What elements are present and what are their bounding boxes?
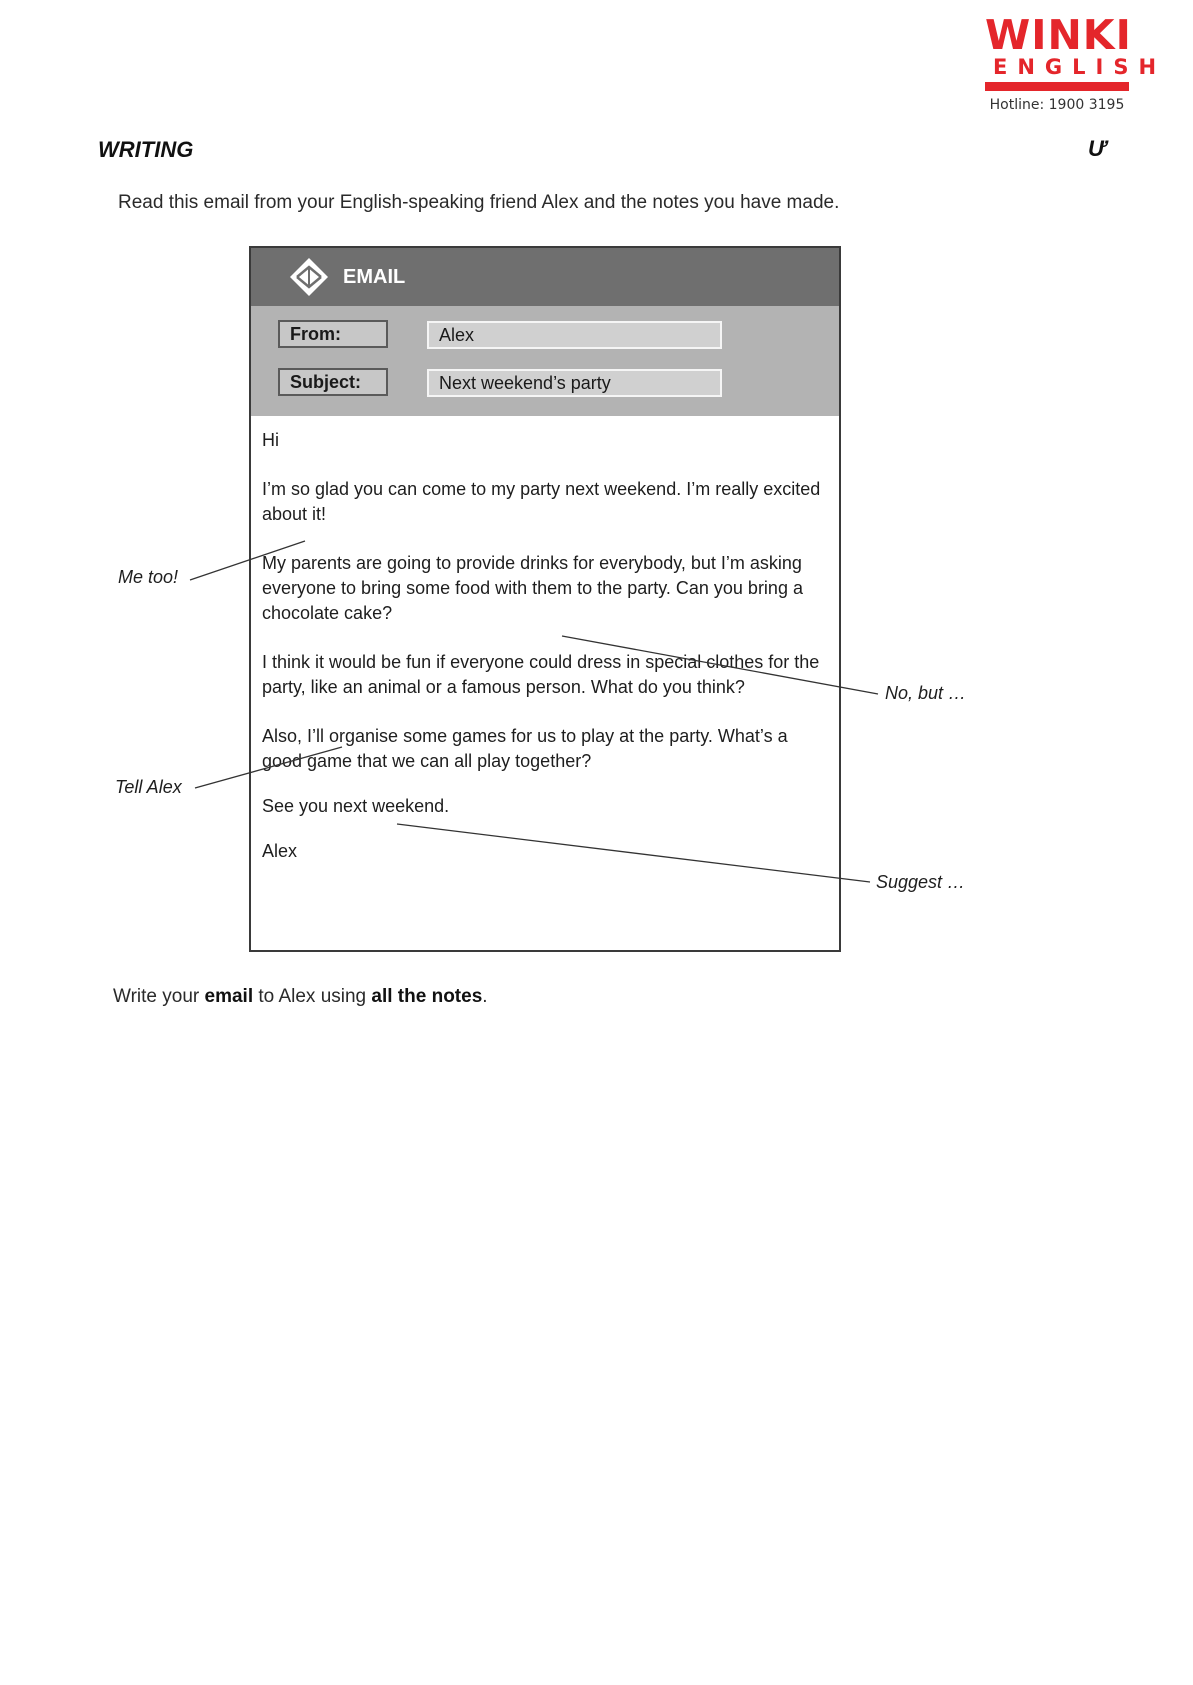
email-signature: Alex [262, 841, 298, 861]
logo-subword: ENGLISH [993, 55, 1167, 79]
email-paragraph: I’m so glad you can come to my party next weekend. I’m really excited about it! [262, 479, 821, 524]
email-window-title: EMAIL [343, 265, 406, 288]
note-suggest: Suggest … [876, 872, 966, 892]
email-greeting: Hi [262, 430, 279, 450]
note-me-too: Me too! [118, 567, 179, 587]
subject-label: Subject: [278, 368, 388, 396]
email-paragraph: My parents are going to provide drinks for everybody, but I’m asking everyone to bring some food with them to the party. Can you bring a chocolate cake? [262, 553, 803, 623]
from-field: Alex [427, 321, 722, 349]
note-tell-alex: Tell Alex [115, 777, 182, 797]
closing-text: to Alex using [253, 986, 372, 1007]
email-paragraph: I think it would be fun if everyone could dress in special clothes for the party, like an animal or a famous person. What do you think? [262, 652, 820, 697]
corner-mark: Ư [1088, 136, 1106, 161]
email-paragraph: Also, I’ll organise some games for us to play at the party. What’s a good game that we can all play together? [262, 726, 788, 771]
logo-word: WINKI [985, 11, 1132, 59]
task-instruction: Read this email from your English-speaking friend Alex and the notes you have made. [118, 192, 840, 213]
section-title: WRITING [98, 137, 194, 162]
note-no-but: No, but … [885, 683, 967, 703]
closing-text: . [482, 986, 488, 1007]
hotline-text: Hotline: 1900 3195 [989, 97, 1125, 113]
task-closing-instruction [113, 986, 488, 1008]
closing-bold: all the notes [371, 986, 483, 1007]
closing-text: Write your [113, 986, 205, 1007]
subject-field: Next weekend’s party [427, 369, 722, 397]
closing-bold: email [204, 986, 254, 1007]
from-label: From: [278, 320, 388, 348]
email-signoff: See you next weekend. [262, 796, 450, 816]
